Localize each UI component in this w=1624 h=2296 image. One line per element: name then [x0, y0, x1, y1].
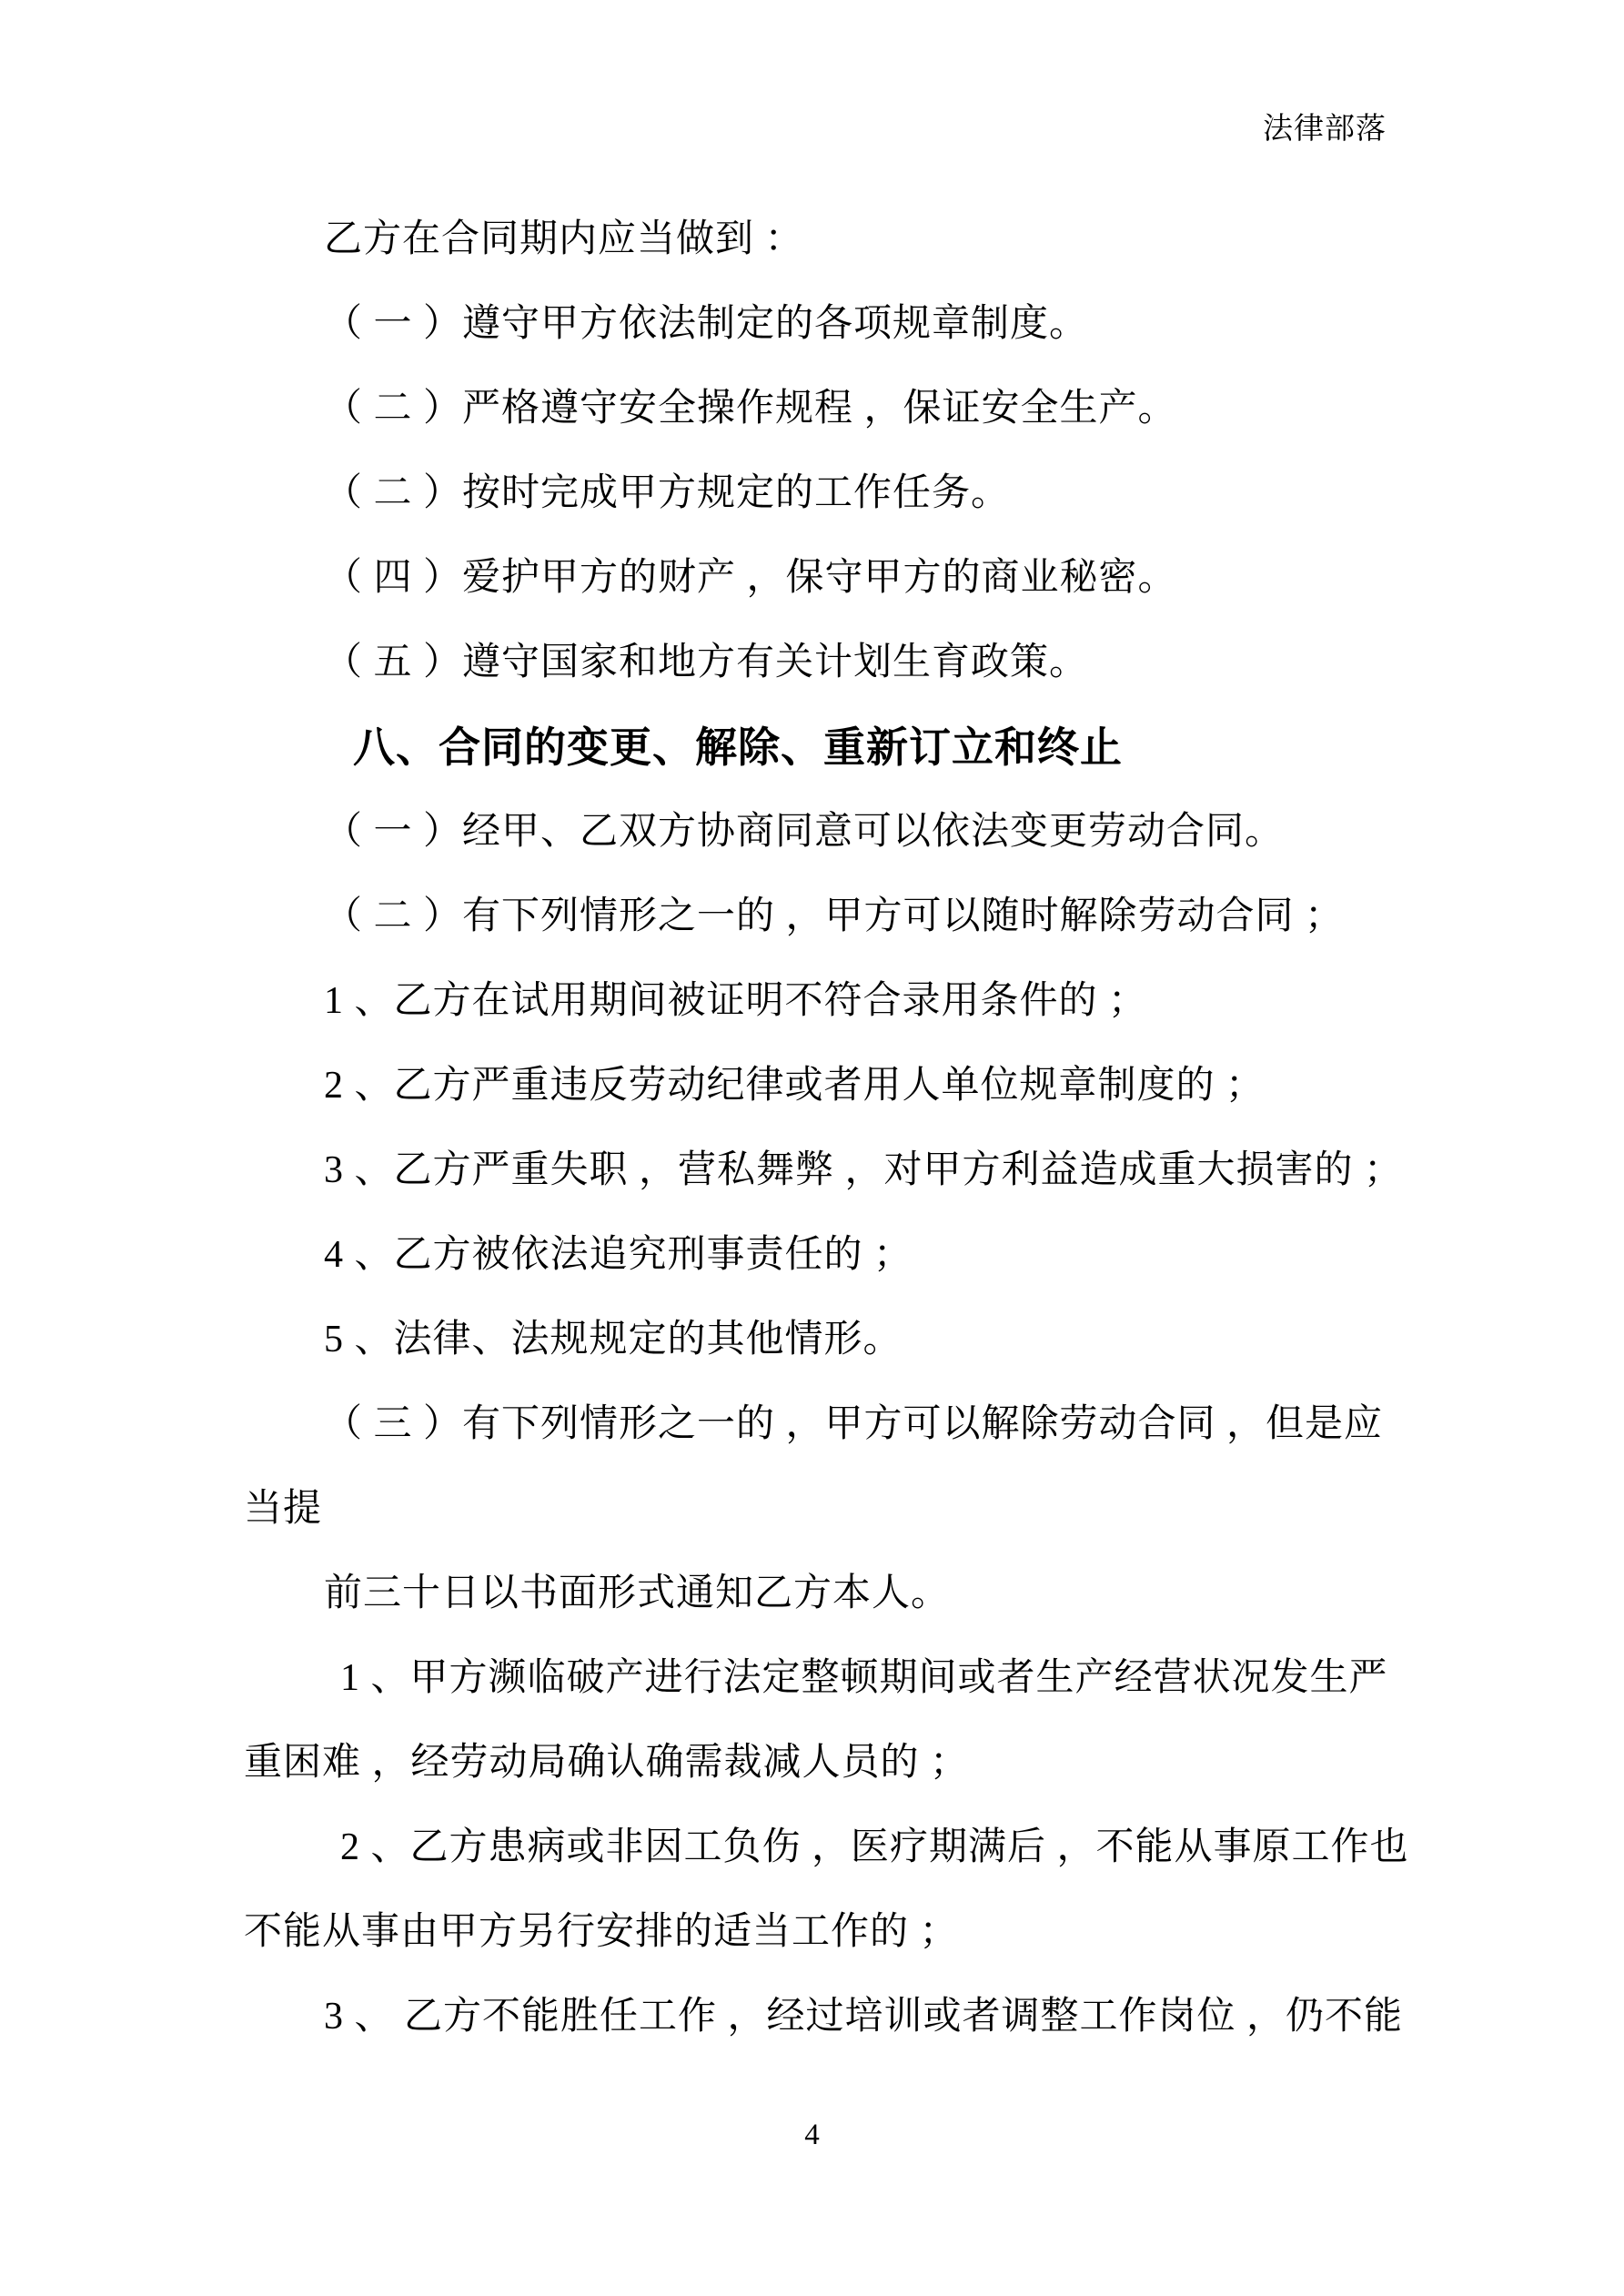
text-line: （ 一 ）遵守甲方依法制定的各项规章制度。: [324, 303, 1089, 345]
text-line: 2 、乙方患病或非因工负伤 ，医疗期满后 ，不能从事原工作也: [340, 1826, 1409, 1868]
text-line: （ 二 ）按时完成甲方规定的工作任务。: [324, 472, 1011, 514]
header-brand-text: 法律部落: [1263, 113, 1387, 146]
text-line: （ 三 ）有下列情形之一的 ，甲方可以解除劳动合同 ，但是应: [324, 1403, 1384, 1445]
text-line: 3 、 乙方不能胜任工作 ，经过培训或者调整工作岗位 ，仍不能: [324, 1996, 1404, 2038]
text-line: 4 、乙方被依法追究刑事责任的 ；: [324, 1234, 913, 1276]
text-line: 当提: [244, 1488, 323, 1530]
text-line: 重困难 ，经劳动局确认确需裁减人员的 ；: [244, 1742, 970, 1784]
text-line: （ 四 ）爱护甲方的财产 ，保守甲方的商业秘密。: [324, 557, 1177, 599]
text-line: 5 、法律、法规规定的其他情形。: [324, 1319, 903, 1360]
section-heading: 八、合同的变更、解除、重新订立和终止: [353, 724, 1123, 771]
text-line: 1 、甲方濒临破产进行法定整顿期间或者生产经营状况发生严: [340, 1657, 1388, 1699]
text-line: （ 二 ）严格遵守安全操作规程 ，保证安全生产。: [324, 388, 1177, 430]
text-line: 乙方在合同期内应当做到 ：: [324, 218, 804, 260]
text-line: 不能从事由甲方另行安排的适当工作的 ；: [244, 1911, 959, 1953]
text-line: 前三十日以书面形式通知乙方本人。: [324, 1573, 951, 1614]
text-line: （ 二 ）有下列情形之一的 ，甲方可以随时解除劳动合同 ；: [324, 895, 1345, 937]
text-line: 3 、乙方严重失职 ，营私舞弊 ，对甲方利益造成重大损害的 ；: [324, 1149, 1404, 1191]
document-body: [244, 197, 1563, 2059]
page-number: 4: [804, 2119, 820, 2151]
text-line: （ 五 ）遵守国家和地方有关计划生育政策。: [324, 642, 1089, 683]
text-line: 2 、乙方严重违反劳动纪律或者用人单位规章制度的 ；: [324, 1065, 1266, 1107]
text-line: 1 、乙方在试用期间被证明不符合录用条件的 ；: [324, 980, 1148, 1022]
text-line: （ 一 ）经甲、乙双方协商同意可以依法变更劳动合同。: [324, 811, 1285, 853]
